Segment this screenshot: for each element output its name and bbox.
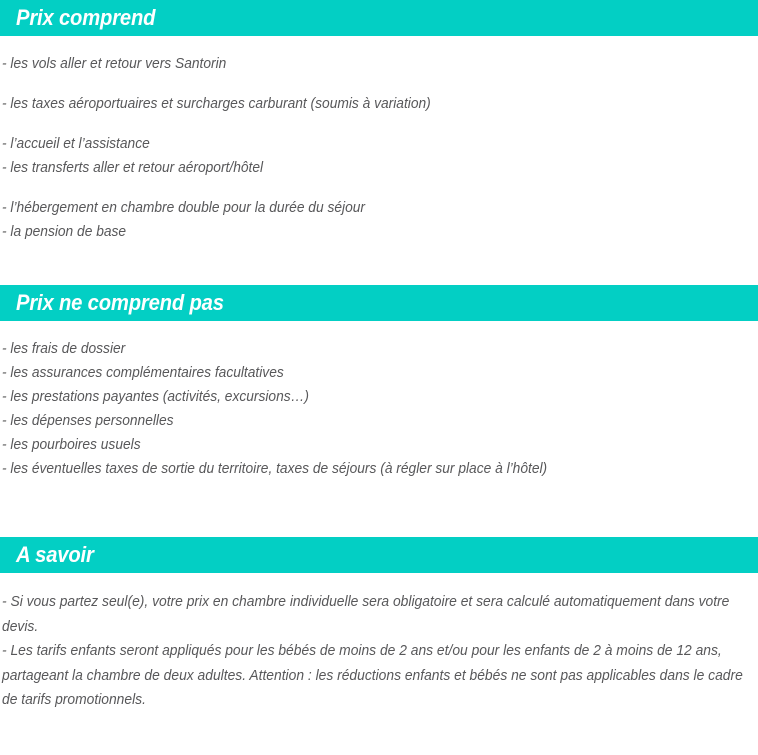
section-body-good-to-know (0, 573, 758, 713)
section-body-included (0, 36, 758, 244)
section-header-bar-excluded (0, 285, 758, 321)
list-item: - les éventuelles taxes de sortie du territoire, taxes de séjours (à régler sur place à l’hôtel) (2, 461, 548, 477)
section-title-excluded: Prix ne comprend pas (16, 290, 224, 315)
list-item: - les assurances complémentaires facultatives (2, 365, 284, 381)
list-item: - l’hébergement en chambre double pour la durée du séjour (2, 200, 365, 216)
section-prix-comprend (0, 0, 758, 244)
list-item: - les dépenses personnelles (2, 413, 174, 429)
list-item: - les frais de dossier (2, 341, 126, 357)
section-spacer (0, 244, 758, 285)
section-title-included: Prix comprend (16, 5, 156, 30)
list-item: - les pourboires usuels (2, 437, 141, 453)
list-item: - la pension de base (2, 224, 127, 240)
group-spacer (2, 76, 750, 92)
section-spacer (0, 481, 758, 537)
section-header-bar-included (0, 0, 758, 36)
group-spacer (2, 116, 750, 132)
section-title-good-to-know: A savoir (16, 542, 94, 567)
list-item: - les prestations payantes (activités, excursions…) (2, 389, 309, 405)
section-header-bar-good-to-know (0, 537, 758, 573)
paragraph: - Si vous partez seul(e), votre prix en chambre individuelle sera obligatoire et sera calculé automatiquement dans votre devis. (2, 594, 730, 635)
section-body-excluded (0, 321, 758, 481)
section-a-savoir (0, 537, 758, 713)
list-item: - les taxes aéroportuaires et surcharges carburant (soumis à variation) (2, 96, 431, 112)
list-item: - l’accueil et l’assistance (2, 136, 150, 152)
section-prix-ne-comprend-pas (0, 285, 758, 481)
group-spacer (2, 180, 750, 196)
paragraph: - Les tarifs enfants seront appliqués pour les bébés de moins de 2 ans et/ou pour les enfants de 2 à moins de 12 ans, partageant la chambre de deux adultes. Attention : les réductions enfants et bébés ne sont pas applicables dans le cadre de tarifs promotionnels. (2, 643, 743, 708)
list-item: - les vols aller et retour vers Santorin (2, 56, 227, 72)
list-item: - les transferts aller et retour aéroport/hôtel (2, 160, 264, 176)
